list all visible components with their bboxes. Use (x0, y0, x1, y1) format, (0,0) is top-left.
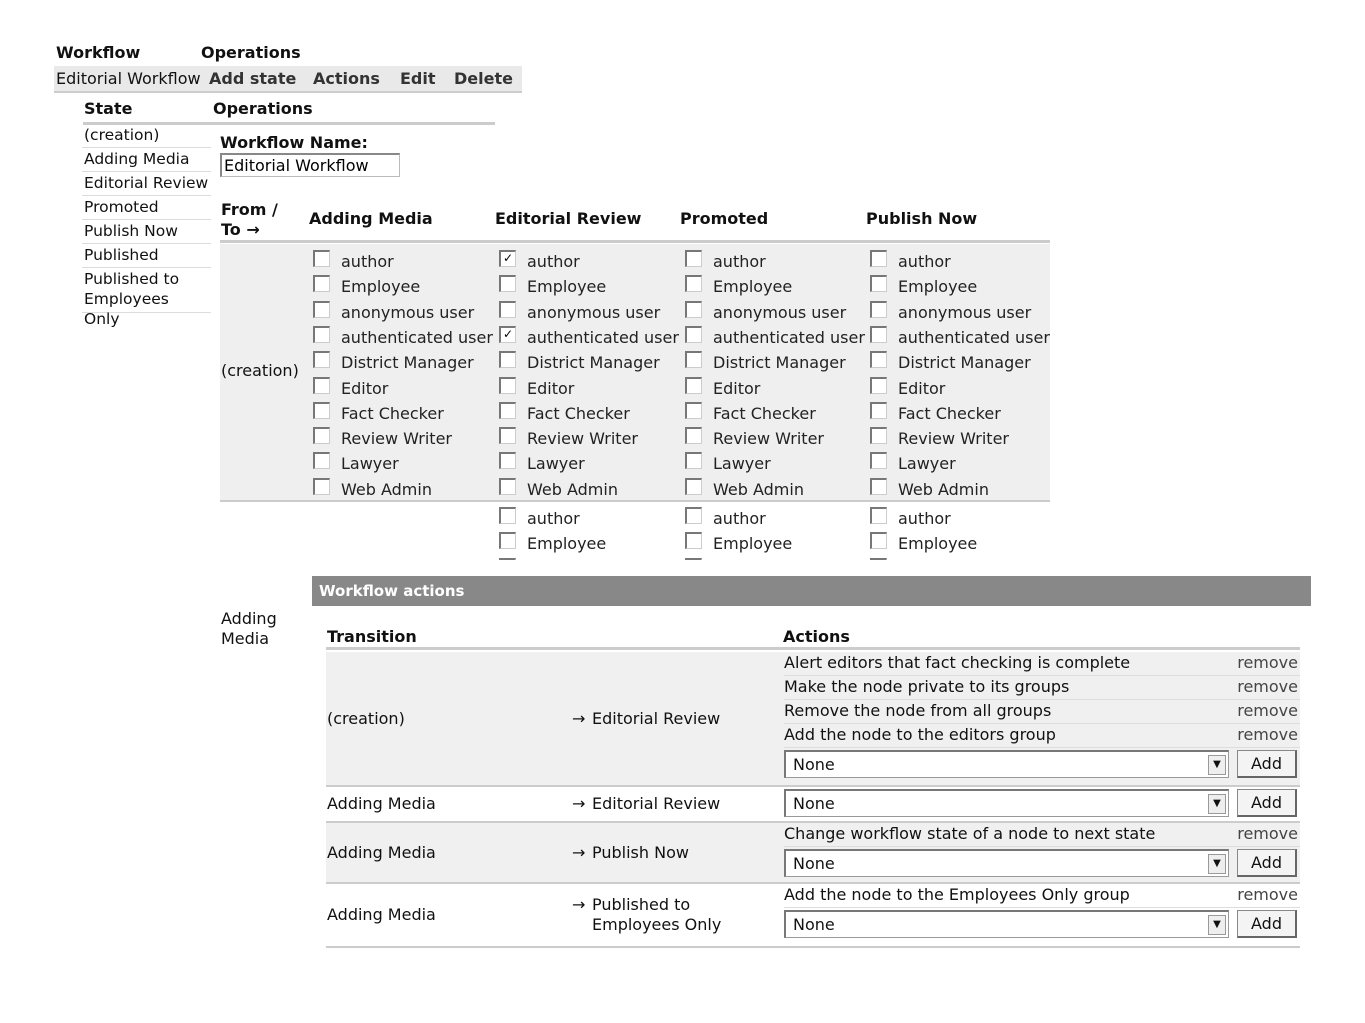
matrix-column-adding-media: Adding Media (309, 209, 433, 228)
role-checkbox-label: Web Admin (527, 479, 618, 499)
workflow-actions-title: Workflow actions (319, 582, 465, 600)
matrix-row-label: (creation) (221, 361, 299, 380)
state-item: Publish Now (82, 220, 211, 244)
role-checkbox-label: authenticated user (713, 327, 865, 347)
role-checkbox-label: Employee (713, 534, 793, 554)
actions-column-header: Actions (783, 627, 850, 646)
role-checkbox-label: District Manager (341, 353, 474, 373)
role-checkbox-label: Employee (898, 534, 978, 554)
transition-target: Published to Employees Only (592, 895, 722, 934)
role-checkbox[interactable] (499, 301, 516, 318)
role-checkbox[interactable] (685, 402, 702, 419)
action-select[interactable] (784, 789, 1229, 817)
workflow-name-cell: Editorial Workflow (56, 69, 201, 88)
chevron-down-icon[interactable]: ▼ (1208, 915, 1226, 935)
role-checkbox-label: Web Admin (713, 479, 804, 499)
add-state-link[interactable]: Add state (209, 69, 297, 88)
chevron-down-icon[interactable]: ▼ (1208, 794, 1226, 814)
state-item: Promoted (82, 196, 211, 220)
remove-link[interactable]: remove (1237, 824, 1298, 843)
role-checkbox[interactable] (313, 351, 330, 368)
action-label: Add the node to the editors group (784, 725, 1056, 744)
transition-column-header: Transition (327, 627, 417, 646)
role-checkbox-label: anonymous user (898, 302, 1032, 322)
role-checkbox[interactable] (870, 427, 887, 444)
role-checkbox[interactable] (313, 275, 330, 292)
actions-table-header (326, 627, 1300, 650)
role-checkbox[interactable] (499, 275, 516, 292)
role-checkbox[interactable] (685, 250, 702, 267)
role-checkbox-label: District Manager (898, 353, 1031, 373)
role-checkbox[interactable] (685, 326, 702, 343)
action-row (784, 652, 1300, 676)
role-checkbox[interactable] (870, 507, 887, 524)
role-checkbox[interactable] (870, 478, 887, 495)
role-checkbox-label: anonymous user (713, 302, 847, 322)
remove-link[interactable]: remove (1237, 725, 1298, 744)
role-checkbox-label: Employee (713, 277, 793, 297)
role-checkbox[interactable] (499, 507, 516, 524)
role-checkbox[interactable] (685, 558, 702, 560)
role-checkbox[interactable] (870, 532, 887, 549)
role-checkbox[interactable] (870, 326, 887, 343)
matrix-row-label: Adding Media (221, 609, 277, 648)
action-select-value: None (793, 915, 835, 934)
role-checkbox[interactable] (685, 351, 702, 368)
role-checkbox-label: Employee (898, 277, 978, 297)
transition-from: Adding Media (327, 842, 436, 862)
role-checkbox-label: Web Admin (898, 479, 989, 499)
action-row (784, 676, 1300, 700)
role-checkbox-label: Review Writer (713, 429, 824, 449)
role-checkbox-label: Lawyer (341, 454, 399, 474)
role-checkbox-label: Employee (527, 534, 607, 554)
role-checkbox-label: Review Writer (898, 429, 1009, 449)
action-row (784, 724, 1300, 748)
role-checkbox-label: Fact Checker (527, 403, 630, 423)
role-checkbox[interactable] (870, 402, 887, 419)
action-label: Make the node private to its groups (784, 677, 1070, 696)
state-item: (creation) (82, 124, 211, 148)
action-select-value: None (793, 794, 835, 813)
action-label: Alert editors that fact checking is complete (784, 653, 1131, 672)
role-checkbox-label: Fact Checker (713, 403, 816, 423)
add-action-button[interactable]: Add (1237, 750, 1297, 778)
role-checkbox[interactable] (685, 427, 702, 444)
role-checkbox-label: Web Admin (341, 479, 432, 499)
action-select[interactable] (784, 910, 1229, 938)
role-checkbox[interactable] (313, 326, 330, 343)
remove-link[interactable]: remove (1237, 885, 1298, 904)
role-checkbox-label: author (341, 252, 394, 271)
role-checkbox[interactable] (313, 250, 330, 267)
arrow-icon: → (572, 895, 586, 914)
action-row (784, 700, 1300, 724)
role-checkbox-label: authenticated user (341, 327, 493, 347)
state-item: Published (82, 244, 211, 268)
role-checkbox[interactable] (870, 301, 887, 318)
edit-link[interactable]: Edit (400, 69, 436, 88)
transition-row (326, 823, 1300, 884)
add-action-button[interactable]: Add (1237, 789, 1297, 817)
remove-link[interactable]: remove (1237, 653, 1298, 672)
remove-link[interactable]: remove (1237, 677, 1298, 696)
actions-link[interactable]: Actions (313, 69, 380, 88)
transition-target: Editorial Review (592, 708, 721, 728)
role-checkbox[interactable] (313, 452, 330, 469)
matrix-column-publish-now: Publish Now (866, 209, 978, 228)
role-checkbox[interactable] (685, 478, 702, 495)
transition-from: (creation) (327, 708, 405, 728)
role-checkbox-label: Editor (898, 378, 946, 398)
action-select[interactable] (784, 849, 1229, 877)
role-checkbox-label: Lawyer (527, 454, 585, 474)
role-checkbox-label: Review Writer (527, 429, 638, 449)
role-checkbox[interactable] (499, 558, 516, 560)
state-column-header: State (84, 99, 133, 118)
transition-row (326, 884, 1300, 948)
role-checkbox[interactable] (870, 452, 887, 469)
state-operations-header: Operations (213, 99, 313, 118)
role-checkbox-label: Editor (527, 378, 575, 398)
role-checkbox[interactable]: ✓ (499, 250, 516, 267)
role-checkbox[interactable] (313, 402, 330, 419)
role-checkbox[interactable] (870, 250, 887, 267)
role-checkbox-label: author (527, 252, 580, 271)
state-item: Adding Media (82, 148, 211, 172)
role-checkbox[interactable] (685, 507, 702, 524)
role-checkbox[interactable]: ✓ (499, 326, 516, 343)
role-checkbox-label: anonymous user (527, 302, 661, 322)
role-checkbox-label: Lawyer (898, 454, 956, 474)
role-checkbox[interactable] (685, 301, 702, 318)
workflow-row (54, 66, 522, 93)
transition-from: Adding Media (327, 905, 436, 924)
transition-target: Publish Now (592, 842, 689, 862)
action-label: Remove the node from all groups (784, 701, 1052, 720)
workflow-column-header: Workflow (56, 43, 141, 62)
role-checkbox[interactable] (870, 351, 887, 368)
state-list (82, 124, 211, 328)
state-item: Editorial Review (82, 172, 211, 196)
role-checkbox-label: Fact Checker (898, 403, 1001, 423)
matrix-header (220, 200, 1050, 243)
matrix-checkbox-column (870, 507, 1055, 560)
transition-row (326, 652, 1300, 787)
role-checkbox[interactable] (685, 532, 702, 549)
role-checkbox[interactable] (499, 402, 516, 419)
role-checkbox-label: author (898, 509, 951, 528)
role-checkbox[interactable] (499, 427, 516, 444)
workflow-name-input[interactable] (220, 153, 400, 177)
role-checkbox[interactable] (499, 452, 516, 469)
role-checkbox-label: Lawyer (713, 454, 771, 474)
operations-column-header: Operations (201, 43, 301, 62)
action-select-value: None (793, 854, 835, 873)
role-checkbox[interactable] (685, 452, 702, 469)
matrix-column-promoted: Promoted (680, 209, 769, 228)
action-select-value: None (793, 755, 835, 774)
role-checkbox-label: Editor (341, 378, 389, 398)
delete-link[interactable]: Delete (454, 69, 513, 88)
role-checkbox-label: Employee (341, 277, 421, 297)
role-checkbox-label: Employee (527, 277, 607, 297)
state-item: Published to Employees Only (82, 268, 211, 313)
chevron-down-icon[interactable]: ▼ (1208, 854, 1226, 874)
role-checkbox-label: authenticated user (527, 327, 679, 347)
chevron-down-icon[interactable]: ▼ (1208, 755, 1226, 775)
action-select[interactable] (784, 750, 1229, 778)
transition-row (326, 787, 1300, 823)
role-checkbox-label: Review Writer (341, 429, 452, 449)
role-checkbox[interactable] (499, 377, 516, 394)
role-checkbox-label: authenticated user (898, 327, 1050, 347)
role-checkbox[interactable] (313, 301, 330, 318)
role-checkbox[interactable] (313, 377, 330, 394)
role-checkbox-label: District Manager (713, 353, 846, 373)
transition-from: Adding Media (327, 794, 436, 813)
action-label: Change workflow state of a node to next state (784, 824, 1156, 843)
role-checkbox[interactable] (313, 478, 330, 495)
role-checkbox-label: anonymous user (341, 302, 475, 322)
add-action-button[interactable]: Add (1237, 910, 1297, 938)
remove-link[interactable]: remove (1237, 701, 1298, 720)
workflow-table-header (55, 43, 525, 65)
arrow-icon: → (572, 708, 586, 728)
role-checkbox-label: author (527, 509, 580, 528)
role-checkbox[interactable] (870, 558, 887, 560)
state-table-header (83, 98, 495, 125)
workflow-name-label: Workflow Name: (220, 133, 368, 152)
arrow-icon: → (572, 794, 586, 813)
role-checkbox-label: District Manager (527, 353, 660, 373)
from-to-header: From / To → (221, 200, 278, 239)
matrix-checkbox-column (685, 507, 870, 560)
role-checkbox[interactable] (499, 351, 516, 368)
role-checkbox-label: author (898, 252, 951, 271)
role-checkbox-label: author (713, 252, 766, 271)
arrow-icon: → (572, 842, 586, 862)
role-checkbox[interactable] (870, 377, 887, 394)
action-label: Add the node to the Employees Only group (784, 885, 1130, 904)
matrix-column-editorial-review: Editorial Review (495, 209, 642, 228)
action-row (784, 823, 1300, 847)
transition-target: Editorial Review (592, 794, 721, 813)
action-row (784, 884, 1300, 908)
role-checkbox-label: Editor (713, 378, 761, 398)
role-checkbox[interactable] (870, 275, 887, 292)
role-checkbox[interactable] (499, 478, 516, 495)
role-checkbox[interactable] (685, 377, 702, 394)
role-checkbox-label: Fact Checker (341, 403, 444, 423)
role-checkbox-label: author (713, 509, 766, 528)
add-action-button[interactable]: Add (1237, 849, 1297, 877)
matrix-checkbox-column (499, 507, 684, 560)
role-checkbox[interactable] (313, 427, 330, 444)
role-checkbox[interactable] (499, 532, 516, 549)
role-checkbox[interactable] (685, 275, 702, 292)
